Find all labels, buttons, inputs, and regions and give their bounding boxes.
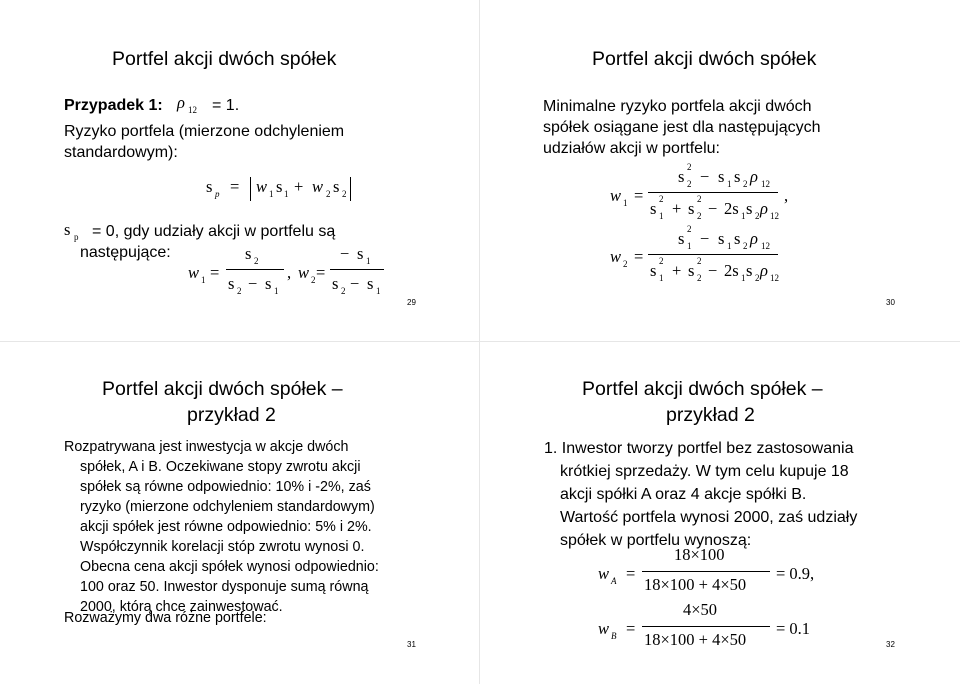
wb-numerator: 4×50 (683, 600, 718, 619)
fraction-bar (330, 269, 384, 270)
formula-term: s (718, 167, 725, 186)
wa-denominator: 18×100 + 4×50 (644, 575, 747, 594)
formula-minus: − (700, 167, 710, 186)
rho-symbol: ρ (177, 93, 185, 112)
formula-minus: − (350, 274, 360, 293)
formula-term: s (688, 261, 695, 280)
formula-subscript: 2 (743, 179, 748, 189)
case-equation: = 1. (212, 97, 240, 114)
formula-term: s (734, 167, 741, 186)
text-line: Wartość portfela wynosi 2000, zaś udziały (560, 509, 858, 526)
formula-term: s (276, 177, 283, 196)
formula-subscript: A (611, 576, 617, 586)
formula-minus: − (248, 274, 258, 293)
sigma-symbol: s (64, 220, 71, 239)
formula-term: s (650, 199, 657, 218)
formula-subscript: 12 (770, 211, 779, 221)
formula-minus: − (340, 244, 350, 263)
fraction-bar (648, 254, 778, 255)
formula-term: w (598, 564, 610, 583)
formula-subscript: 1 (659, 211, 664, 221)
formula-subscript: p (215, 189, 220, 199)
text-line: Obecna cena akcji spółek wynosi odpowiednio: (80, 559, 379, 575)
formula-term: 2s (724, 199, 739, 218)
text-line: krótkiej sprzedaży. W tym celu kupuje 18 (560, 463, 849, 480)
text-line: Współczynnik korelacji stóp zwrotu wynosi 0. (80, 539, 365, 555)
formula-term: 2s (724, 261, 739, 280)
formula-subscript: 2 (755, 211, 760, 221)
formula-subscript: 1 (376, 286, 381, 296)
formula-sigma: s (206, 177, 213, 196)
formula-term: s (332, 274, 339, 293)
rho-subscript: 12 (188, 105, 197, 115)
closing-line: Rozważymy dwa różne portfele: (64, 610, 267, 626)
abs-bar (350, 177, 351, 201)
formula-term: s (678, 167, 685, 186)
formula-subscript: 12 (761, 241, 770, 251)
formula-equals: = (316, 263, 326, 282)
formula-subscript: 1 (727, 241, 732, 251)
page-number: 31 (407, 640, 416, 649)
text-line: standardowym): (64, 144, 178, 161)
formula-term: s (228, 274, 235, 293)
formula-equals: = (634, 186, 644, 205)
formula-rho: ρ (760, 261, 768, 280)
formula-subscript: 2 (254, 256, 259, 266)
formula-subscript: 1 (727, 179, 732, 189)
formula-term: s (678, 229, 685, 248)
text-line: akcji spółek jest równe odpowiednio: 5% i 2%. (80, 519, 372, 535)
formula-term: w (610, 186, 622, 205)
formula-term: s (718, 229, 725, 248)
text-line: 1. Inwestor tworzy portfel bez zastosowania (544, 440, 854, 457)
formula-subscript: 2 (237, 286, 242, 296)
formula-superscript: 2 (687, 224, 692, 234)
formula-minus: − (708, 199, 718, 218)
slide-title-line2: przykład 2 (187, 404, 276, 426)
text-line: = 0, gdy udziały akcji w portfelu są (92, 223, 336, 240)
formula-subscript: 1 (741, 273, 746, 283)
formula-term: w (188, 263, 200, 282)
formula-term: s (367, 274, 374, 293)
slide-title: Portfel akcji dwóch spółek (592, 48, 817, 70)
slide-title-line2: przykład 2 (666, 404, 755, 426)
formula-term: w (598, 619, 610, 638)
wa-numerator: 18×100 (674, 545, 725, 564)
slide-30 (480, 0, 960, 342)
formula-subscript: 2 (311, 275, 316, 285)
formula-comma: , (784, 186, 789, 205)
formula-subscript: 2 (697, 273, 702, 283)
fraction-bar (648, 192, 778, 193)
formula-superscript: 2 (687, 162, 692, 172)
fraction-bar (642, 626, 770, 627)
formula-equals: = (626, 619, 636, 638)
formula-minus: − (700, 229, 710, 248)
formula-subscript: 1 (687, 241, 692, 251)
wb-result: = 0.1 (776, 619, 811, 638)
case-label: Przypadek 1: (64, 97, 163, 114)
formula-term: w (298, 263, 310, 282)
formula-subscript: 1 (284, 189, 289, 199)
formula-term: s (688, 199, 695, 218)
formula-term: s (333, 177, 340, 196)
page-number: 29 (407, 298, 416, 307)
formula-subscript: 2 (341, 286, 346, 296)
formula-superscript: 2 (659, 194, 664, 204)
text-line: 2000, którą chce zainwestować. (80, 599, 283, 615)
formula-term: s (734, 229, 741, 248)
abs-bar (250, 177, 251, 201)
slide-title-line1: Portfel akcji dwóch spółek – (102, 378, 343, 400)
wb-denominator: 18×100 + 4×50 (644, 630, 747, 649)
fraction-bar (642, 571, 770, 572)
formula-plus: + (672, 199, 682, 218)
formula-subscript: 2 (326, 189, 331, 199)
text-line: Ryzyko portfela (mierzone odchyleniem (64, 123, 345, 140)
text-line: spółek osiągane jest dla następujących (543, 119, 821, 136)
wa-result: = 0.9, (776, 564, 815, 583)
formula-superscript: 2 (697, 256, 702, 266)
formula-subscript: 2 (743, 241, 748, 251)
formula-plus: + (294, 177, 304, 196)
formula-subscript: 1 (366, 256, 371, 266)
formula-term: s (245, 244, 252, 263)
formula-subscript: 1 (274, 286, 279, 296)
formula-rho: ρ (750, 229, 758, 248)
formula-term: s (746, 199, 753, 218)
formula-equals: = (626, 564, 636, 583)
formula-plus: + (672, 261, 682, 280)
text-line: Rozpatrywana jest inwestycja w akcje dwóch (64, 439, 349, 455)
formula-subscript: 2 (342, 189, 347, 199)
fraction-bar (226, 269, 284, 270)
formula-subscript: 1 (269, 189, 274, 199)
slide-title: Portfel akcji dwóch spółek (112, 48, 337, 70)
formula-rho: ρ (760, 199, 768, 218)
formula-subscript: 2 (623, 259, 628, 269)
formula-subscript: 2 (697, 211, 702, 221)
formula-subscript: 2 (755, 273, 760, 283)
slide-29 (0, 0, 480, 342)
slide-32 (480, 342, 960, 684)
text-line: udziałów akcji w portfelu: (543, 140, 720, 157)
formula-term: s (650, 261, 657, 280)
text-line: ryzyko (mierzone odchyleniem standardowym) (80, 499, 375, 515)
slide-title-line1: Portfel akcji dwóch spółek – (582, 378, 823, 400)
formula-term: s (746, 261, 753, 280)
text-line: następujące: (80, 244, 171, 261)
text-line: spółek w portfelu wynoszą: (560, 532, 752, 549)
formula-subscript: p (74, 232, 79, 242)
formula-term: s (265, 274, 272, 293)
formula-equals: = (230, 177, 240, 196)
formula-subscript: 1 (201, 275, 206, 285)
formula-superscript: 2 (659, 256, 664, 266)
page-number: 30 (886, 298, 895, 307)
formula-comma: , (287, 263, 292, 282)
formula-subscript: 1 (659, 273, 664, 283)
formula-minus: − (708, 261, 718, 280)
text-line: spółek są równe odpowiednio: 10% i -2%, zaś (80, 479, 371, 495)
text-line: Minimalne ryzyko portfela akcji dwóch (543, 98, 812, 115)
formula-term: w (312, 177, 324, 196)
formula-rho: ρ (750, 167, 758, 186)
formula-subscript: 1 (741, 211, 746, 221)
text-line: spółek, A i B. Oczekiwane stopy zwrotu akcji (80, 459, 361, 475)
formula-subscript: B (611, 631, 617, 641)
formula-term: w (256, 177, 268, 196)
formula-subscript: 1 (623, 198, 628, 208)
formula-subscript: 12 (761, 179, 770, 189)
formula-equals: = (210, 263, 220, 282)
formula-subscript: 12 (770, 273, 779, 283)
page-number: 32 (886, 640, 895, 649)
formula-subscript: 2 (687, 179, 692, 189)
slide-31 (0, 342, 480, 684)
text-line: 100 oraz 50. Inwestor dysponuje sumą równą (80, 579, 369, 595)
formula-equals: = (634, 247, 644, 266)
text-line: akcji spółki A oraz 4 akcje spółki B. (560, 486, 807, 503)
formula-superscript: 2 (697, 194, 702, 204)
formula-term: s (357, 244, 364, 263)
formula-term: w (610, 247, 622, 266)
